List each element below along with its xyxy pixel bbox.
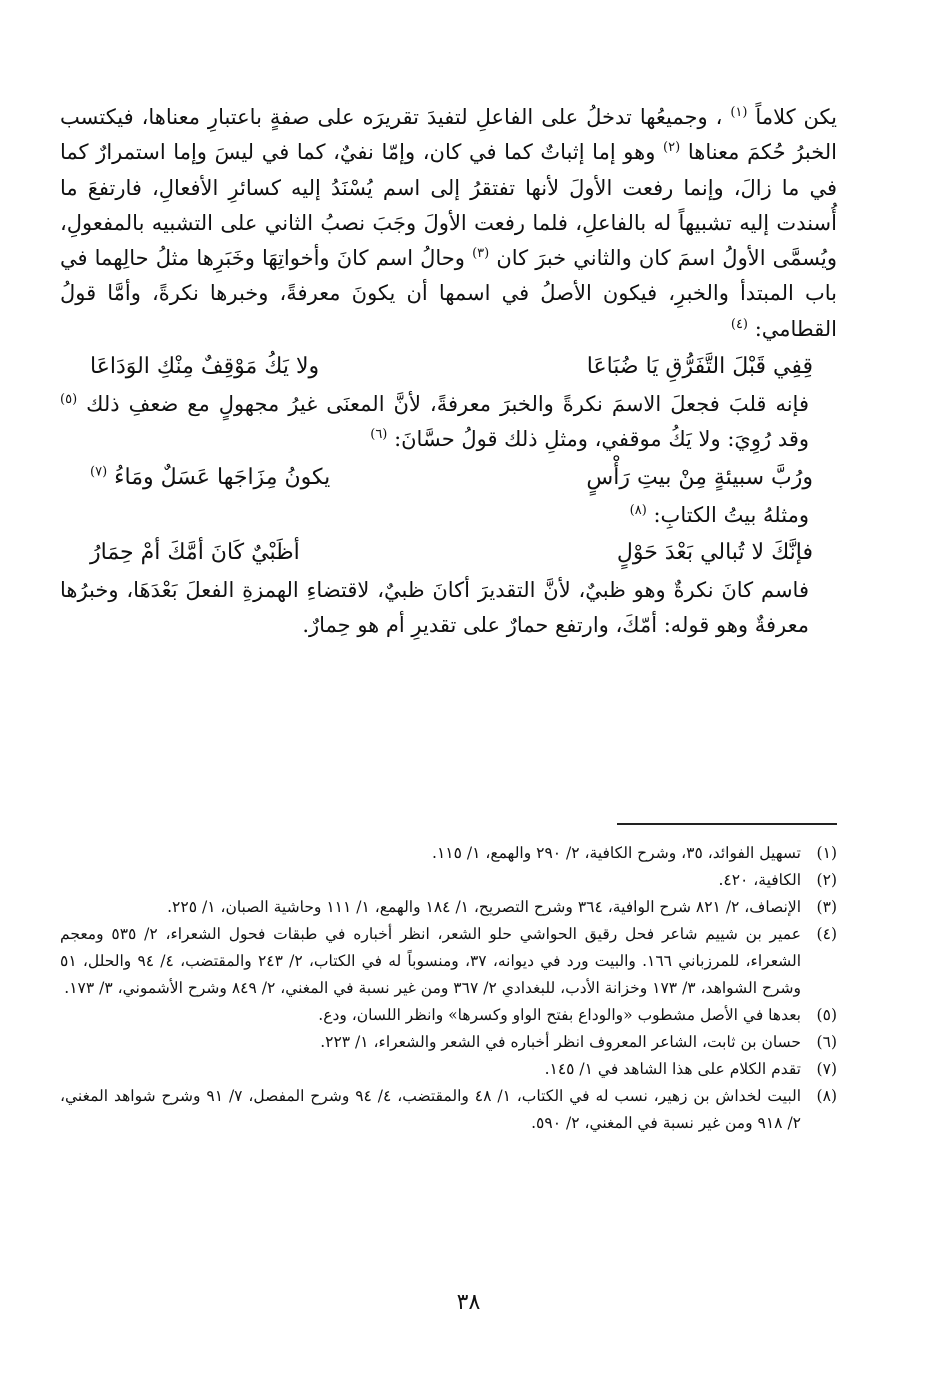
main-text: [60, 100, 837, 644]
footnote-8: [60, 1083, 837, 1137]
footnote-number: (٨): [816, 1087, 837, 1105]
footnote-text: تسهيل الفوائد، ٣٥، وشرح الكافية، ٢/ ٢٩٠ والهمع، ١/ ١١٥.: [432, 844, 801, 862]
paragraph-1-text-4: وحالُ اسم كانَ وأخواتِهَا وخَبَرِها مثلُ حالِهما في باب المبتدأ والخبرِ، فيكون الأصلُ في اسمها أن يكونَ معرفةً، وخبرها نكرةً، وأمَّا قولُ القطامي:: [60, 246, 837, 341]
footnote-divider: [617, 823, 837, 825]
paragraph-4: [60, 573, 837, 644]
paragraph-2-text-2: وقد رُوِيَ: ولا يَكُ موقفي، ومثلِ ذلك قولُ حسَّانَ:: [394, 427, 809, 452]
footnote-ref-1: (١): [730, 105, 748, 120]
footnote-text: عمير بن شييم شاعر فحل رقيق الحواشي حلو الشعر، انظر أخباره في طبقات فحول الشعراء، ٢/ ٥٣٥ ومعجم الشعراء، للمرزباني ١٦٦. والبيت ورد في ديوانه، ٣٧، ومنسوباً له في الكتاب، ٢/ ٢٤٣ والمقتضب، ٤/ ٩٤ والحلل، ٥١ وشرح الشواهد، ٣/ ١٧٣ وخزانة الأدب، للبغدادي ٢/ ٣٦٧ ومن غير نسبة في المغني، ٢/ ٨٤٩ وشرح الأشموني، ٣/ ١٧٣.: [60, 925, 802, 997]
footnote-ref-4: (٤): [730, 316, 748, 332]
verse-1-second-hemistich: ولا يَكُ مَوْقِفٌ مِنْكِ الوَدَاعَا: [90, 354, 320, 380]
paragraph-3: [60, 498, 837, 533]
footnote-number: (٢): [816, 871, 837, 889]
verse-3-first-hemistich: فإنَّكَ لا تُبالي بَعْدَ حَوْلٍ: [616, 539, 813, 565]
footnote-ref-2: (٢): [663, 140, 681, 156]
footnote-ref-3: (٣): [472, 246, 490, 262]
paragraph-3-text: ومثلهُ بيتُ الكتابِ:: [653, 502, 809, 527]
verse-2-second-hemistich-wrap: [90, 458, 330, 498]
footnote-number: (١): [816, 844, 837, 862]
footnote-6: [60, 1029, 837, 1056]
footnote-ref-7: (٧): [90, 464, 108, 480]
footnote-3: [60, 894, 837, 921]
page-number: ٣٨: [456, 1290, 481, 1315]
footnote-1: [60, 840, 837, 867]
footnote-text: حسان بن ثابت، الشاعر المعروف انظر أخباره في الشعر والشعراء، ١/ ٢٢٣.: [320, 1033, 801, 1051]
footnote-number: (٤): [816, 925, 837, 943]
paragraph-1-text-2: ، وجميعُها تدخلُ على الفاعلِ لتفيدَ تقريرَه على صفةٍ باعتبارِ معناها، فيكتسب الخبرُ حُكمَ معناها: [60, 105, 837, 165]
verse-1-first-hemistich: قِفِي قَبْلَ التَّفَرُّقِ يَا ضُبَاعَا: [586, 354, 813, 380]
footnotes: [60, 840, 837, 1137]
footnote-number: (٥): [816, 1006, 837, 1024]
verse-3: [60, 533, 837, 573]
footnote-number: (٦): [816, 1033, 837, 1051]
verse-1: [60, 347, 837, 387]
footnote-2: [60, 867, 837, 894]
paragraph-1: [60, 100, 837, 347]
verse-2-second-hemistich: يكونُ مِزَاجَها عَسَلٌ ومَاءُ: [114, 464, 331, 490]
footnote-ref-8: (٨): [629, 502, 647, 518]
footnote-ref-6: (٦): [370, 427, 388, 443]
footnote-text: بعدها في الأصل مشطوب «والوداع بفتح الواو وكسرها» وانظر اللسان، ودع.: [318, 1006, 801, 1024]
footnote-text: تقدم الكلام على هذا الشاهد في ١/ ١٤٥.: [544, 1060, 801, 1078]
paragraph-4-text: فاسم كانَ نكرةٌ وهو ظبيٌ، لأنَّ التقديرَ أكانَ ظبيٌ، لاقتضاءِ الهمزةِ الفعلَ بَعْدَهَا، وخبرُها معرفةٌ وهو قوله: أمّكَ، وارتفع حمارٌ على تقديرِ أم هو حِمارٌ.: [60, 577, 809, 638]
footnote-5: [60, 1002, 837, 1029]
paragraph-1-text-1: يكن كلاماً: [755, 105, 837, 129]
footnote-number: (٣): [816, 898, 837, 916]
footnote-4: [60, 921, 837, 1002]
footnote-text: البيت لخداش بن زهير، نسب له في الكتاب، ١/ ٤٨ والمقتضب، ٤/ ٩٤ وشرح المفصل، ٧/ ٩١ وشرح شواهد المغني، ٢/ ٩١٨ ومن غير نسبة في المغني، ٢/ ٥٩٠.: [60, 1087, 802, 1132]
footnote-number: (٧): [816, 1060, 837, 1078]
verse-3-second-hemistich: أظَبْيٌ كَانَ أمَّكَ أمْ حِمَارُ: [90, 539, 300, 565]
paragraph-2: [60, 387, 837, 458]
verse-2: [60, 458, 837, 498]
footnote-ref-5: (٥): [60, 392, 78, 408]
footnote-7: [60, 1056, 837, 1083]
footnote-text: الإنصاف، ٢/ ٨٢١ شرح الوافية، ٣٦٤ وشرح التصريح، ١/ ١٨٤ والهمع، ١/ ١١١ وحاشية الصبان، ١/ ٢٢٥.: [167, 898, 801, 916]
footnote-text: الكافية، ٤٢٠.: [718, 871, 801, 889]
paragraph-2-text-1: فإنه قلبَ فجعلَ الاسمَ نكرةً والخبرَ معرفةً، لأنَّ المعنَى غيرُ مجهولٍ مع ضعفِ ذلك: [86, 392, 809, 417]
verse-2-first-hemistich: ورُبَّ سبيئةٍ مِنْ بيتِ رَأْسٍ: [586, 464, 813, 490]
paragraph-1-text-3: وهو إما إثباتٌ كما في كان، وإمّا نفيٌ، كما في ليسَ وإما استمرارٌ كما في ما زالَ، وإنما رفعت الأولَ لأنها تفتقرُ إلى اسم يُسْنَدُ إليه كسائرِ الأفعالِ، فارتفعَ ما أُسندت إليه تشبيهاً له بالفاعلِ، فلما رفعت الأولَ وجَبَ نصبُ الثاني على التشبيه بالمفعولِ، ويُسمَّى الأولُ اسمَ كان والثاني خبرَ كان: [60, 140, 838, 271]
